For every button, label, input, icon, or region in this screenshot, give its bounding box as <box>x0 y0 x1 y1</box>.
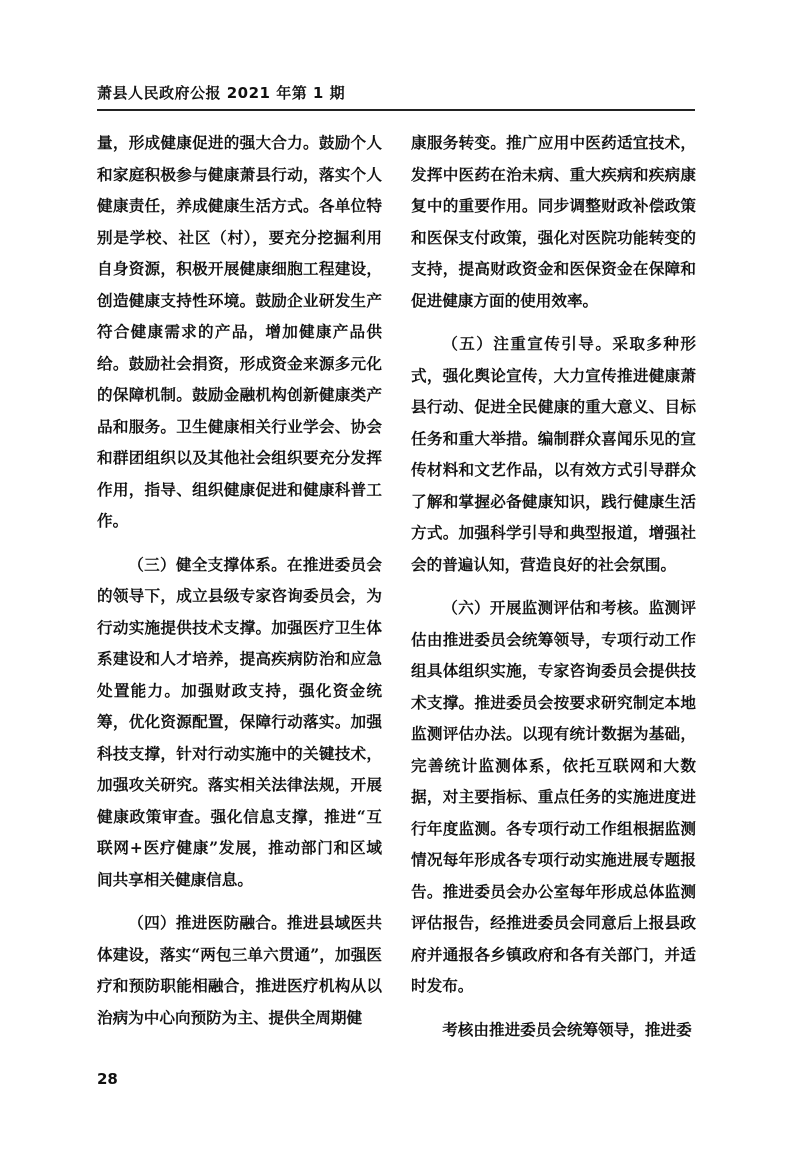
paragraph-publicity: （五）注重宣传引导。采取多种形式，强化舆论宣传，大力宣传推进健康萧县行动、促进全民健康的重大意义、目标任务和重大举措。编制群众喜闻乐见的宣传材料和文艺作品，以有效方式引导群众了解和掌握必备健康知识，践行健康生活方式。加强科学引导和典型报道，增强社会的普遍认知，营造良好的社会氛围。 <box>411 334 696 574</box>
paragraph-support-system: （三）健全支撑体系。在推进委员会的领导下，成立县级专家咨询委员会，为行动实施提供技术支撑。加强医疗卫生体系建设和人才培养，提高疾病防治和应急处置能力。加强财政支持，强化资金统筹，优化资源配置，保障行动落实。加强科技支撑，针对行动实施中的关键技术，加强攻关研究。落实相关法律法规，开展健康政策审查。强化信息支撑，推进“互联网+医疗健康”发展，推动部门和区域间共享相关健康信息。 <box>97 554 382 889</box>
paragraph-continuation: 量，形成健康促进的强大合力。鼓励个人和家庭积极参与健康萧县行动，落实个人健康责任，养成健康生活方式。各单位特别是学校、社区（村），要充分挖掘利用自身资源，积极开展健康细胞工程建设，创造健康支持性环境。鼓励企业研发生产符合健康需求的产品，增加健康产品供给。鼓励社会捐资，形成资金来源多元化的保障机制。鼓励金融机构创新健康类产品和服务。卫生健康相关行业学会、协会和群团组织以及其他社会组织要充分发挥作用，指导、组织健康促进和健康科普工作。 <box>97 133 382 530</box>
running-header <box>97 83 695 111</box>
paragraph-monitoring: （六）开展监测评估和考核。监测评估由推进委员会统筹领导，专项行动工作组具体组织实施，专家咨询委员会提供技术支撑。推进委员会按要求研究制定本地监测评估办法。以现有统计数据为基础，完善统计监测体系，依托互联网和大数据，对主要指标、重点任务的实施进度进行年度监测。各专项行动工作组根据监测情况每年形成各专项行动实施进展专题报告。推进委员会办公室每年形成总体监测评估报告，经推进委员会同意后上报县政府并通报各乡镇政府和各有关部门，并适时发布。 <box>411 598 696 995</box>
left-column <box>97 127 382 1045</box>
paragraph-assessment: 考核由推进委员会统筹领导，推进委 <box>442 1019 692 1039</box>
header-title: 萧县人民政府公报 2021 年第 1 期 <box>97 84 346 102</box>
paragraph-service-transform: 康服务转变。推广应用中医药适宜技术，发挥中医药在治未病、重大疾病和疾病康复中的重要作用。同步调整财政补偿政策和医保支付政策，强化对医院功能转变的支持，提高财政资金和医保资金在保障和促进健康方面的使用效率。 <box>411 133 696 310</box>
right-column <box>411 127 696 1057</box>
paragraph-medical-prevention: （四）推进医防融合。推进县域医共体建设，落实“两包三单六贯通”，加强医疗和预防职能相融合，推进医疗机构从以治病为中心向预防为主、提供全周期健 <box>97 913 382 1027</box>
page-number: 28 <box>97 1070 118 1088</box>
